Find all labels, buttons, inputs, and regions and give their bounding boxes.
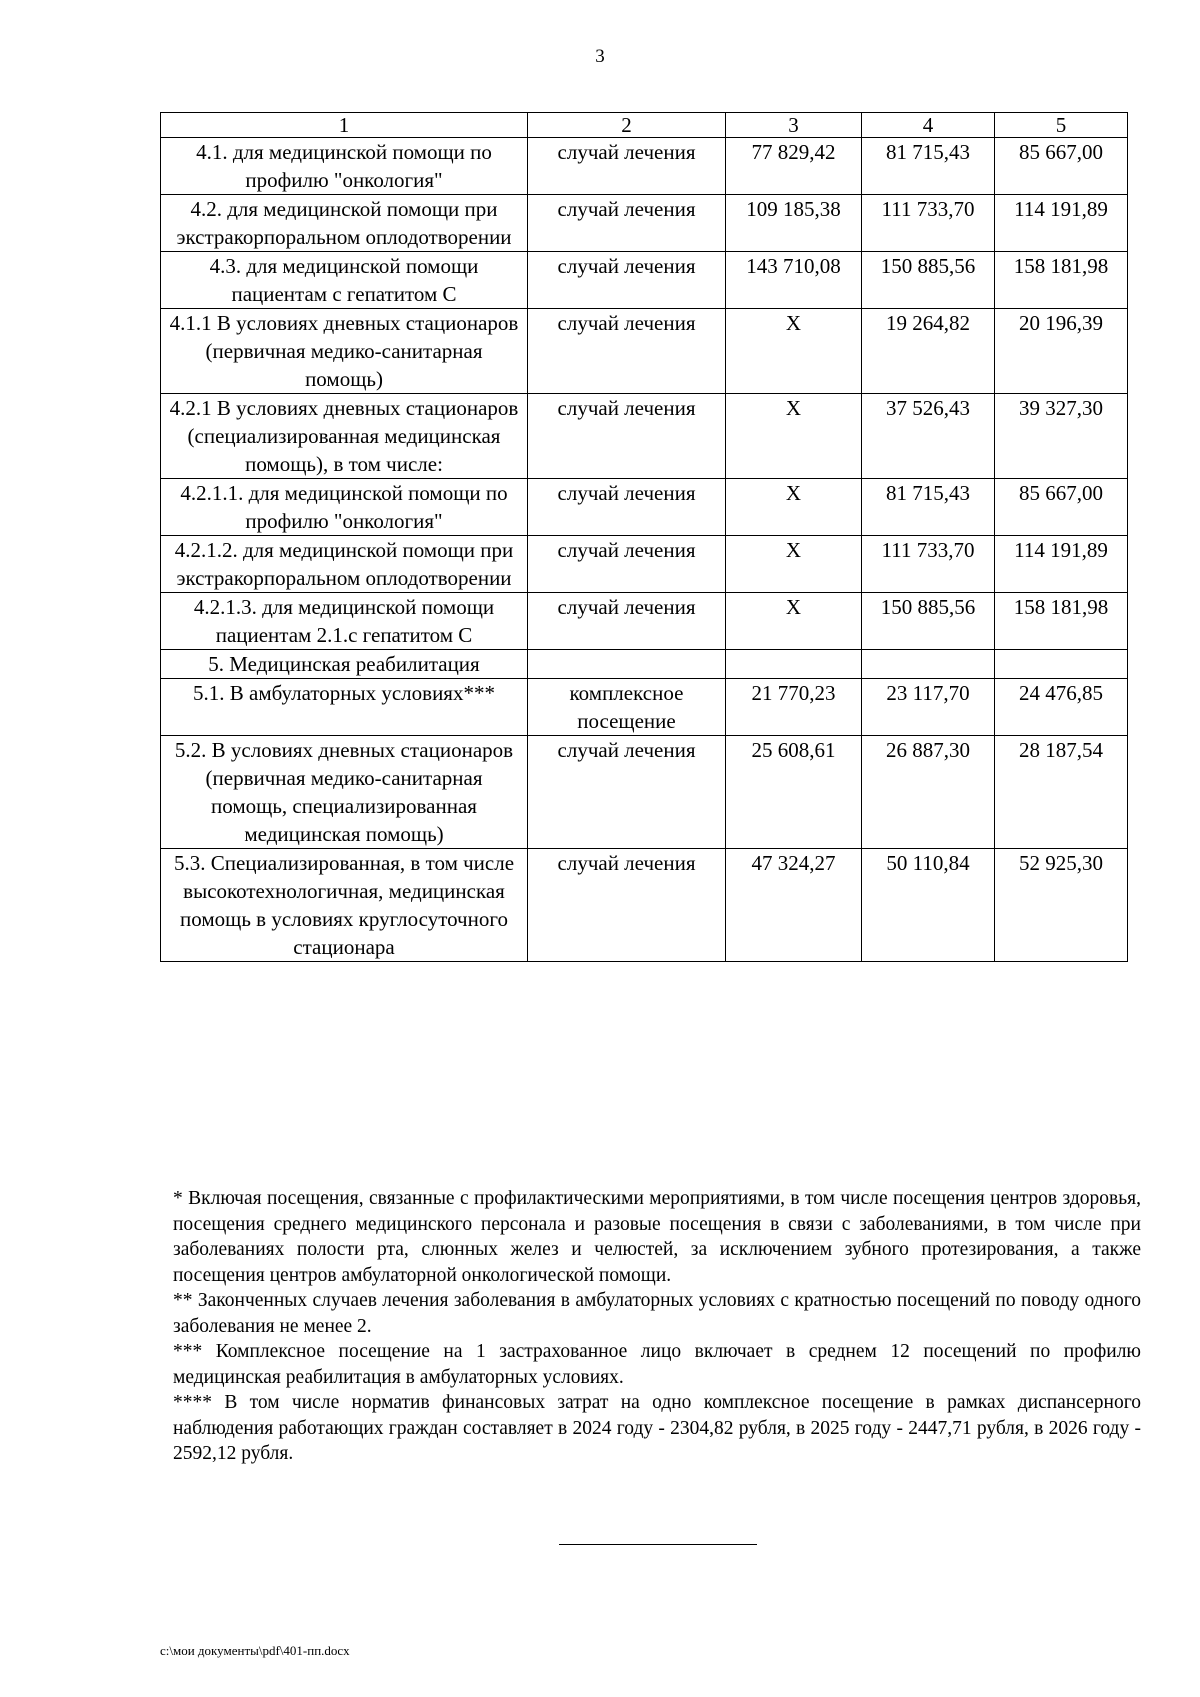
- value-cell: Х: [726, 536, 862, 593]
- value-cell: 37 526,43: [862, 394, 995, 479]
- value-cell: 52 925,30: [995, 849, 1128, 962]
- value-cell: [995, 650, 1128, 679]
- unit-cell: случай лечения: [528, 138, 726, 195]
- table-row: [161, 736, 1128, 849]
- value-cell: Х: [726, 309, 862, 394]
- unit-cell: случай лечения: [528, 849, 726, 962]
- end-divider: [559, 1544, 757, 1545]
- table-row: [161, 650, 1128, 679]
- value-cell: 109 185,38: [726, 195, 862, 252]
- value-cell: 150 885,56: [862, 252, 995, 309]
- value-cell: 81 715,43: [862, 138, 995, 195]
- care-type-cell: 5.3. Специализированная, в том числе высокотехнологичная, медицинская помощь в условиях круглосуточного стационара: [161, 849, 528, 962]
- footnote: *** Комплексное посещение на 1 застрахованное лицо включает в среднем 12 посещений по профилю медицинская реабилитация в амбулаторных условиях.: [173, 1341, 1141, 1388]
- value-cell: 114 191,89: [995, 195, 1128, 252]
- value-cell: 150 885,56: [862, 593, 995, 650]
- care-type-cell: 4.1.1 В условиях дневных стационаров (первичная медико-санитарная помощь): [161, 309, 528, 394]
- value-cell: 20 196,39: [995, 309, 1128, 394]
- unit-cell: случай лечения: [528, 736, 726, 849]
- value-cell: 81 715,43: [862, 479, 995, 536]
- page-number: 3: [595, 46, 605, 67]
- table-row: [161, 195, 1128, 252]
- unit-cell: случай лечения: [528, 479, 726, 536]
- care-type-cell: 5.2. В условиях дневных стационаров (первичная медико-санитарная помощь, специализированная медицинская помощь): [161, 736, 528, 849]
- column-header: 1: [161, 113, 528, 138]
- value-cell: 111 733,70: [862, 195, 995, 252]
- unit-cell: случай лечения: [528, 394, 726, 479]
- value-cell: Х: [726, 479, 862, 536]
- value-cell: Х: [726, 394, 862, 479]
- footnotes: [173, 1186, 1141, 1467]
- value-cell: 23 117,70: [862, 679, 995, 736]
- value-cell: 85 667,00: [995, 138, 1128, 195]
- unit-cell: случай лечения: [528, 252, 726, 309]
- value-cell: [726, 650, 862, 679]
- value-cell: 158 181,98: [995, 593, 1128, 650]
- unit-cell: случай лечения: [528, 593, 726, 650]
- unit-cell: комплексное посещение: [528, 679, 726, 736]
- table-row: [161, 479, 1128, 536]
- table-row: [161, 593, 1128, 650]
- care-type-cell: 4.2.1.1. для медицинской помощи по профилю "онкология": [161, 479, 528, 536]
- care-type-cell: 4.3. для медицинской помощи пациентам с гепатитом С: [161, 252, 528, 309]
- care-type-cell: 4.1. для медицинской помощи по профилю "онкология": [161, 138, 528, 195]
- footnote: ** Законченных случаев лечения заболевания в амбулаторных условиях с кратностью посещений по поводу одного заболевания не менее 2.: [173, 1290, 1141, 1337]
- column-header: 4: [862, 113, 995, 138]
- table-row: [161, 849, 1128, 962]
- column-header: 3: [726, 113, 862, 138]
- table-row: [161, 252, 1128, 309]
- footnote: **** В том числе норматив финансовых затрат на одно комплексное посещение в рамках диспансерного наблюдения работающих граждан составляет в 2024 году - 2304,82 рубля, в 2025 году - 2447,71 рубля, в 2026 году - 2592,12 рубля.: [173, 1392, 1141, 1464]
- value-cell: 77 829,42: [726, 138, 862, 195]
- value-cell: 111 733,70: [862, 536, 995, 593]
- value-cell: 47 324,27: [726, 849, 862, 962]
- value-cell: 26 887,30: [862, 736, 995, 849]
- file-path: c:\мои документы\pdf\401-пп.docx: [160, 1643, 350, 1658]
- value-cell: 158 181,98: [995, 252, 1128, 309]
- care-type-cell: 4.2.1.2. для медицинской помощи при экстракорпоральном оплодотворении: [161, 536, 528, 593]
- care-type-cell: 4.2.1 В условиях дневных стационаров (специализированная медицинская помощь), в том числе:: [161, 394, 528, 479]
- value-cell: 28 187,54: [995, 736, 1128, 849]
- care-type-cell: 5.1. В амбулаторных условиях***: [161, 679, 528, 736]
- care-type-cell: 4.2.1.3. для медицинской помощи пациентам 2.1.с гепатитом С: [161, 593, 528, 650]
- value-cell: 114 191,89: [995, 536, 1128, 593]
- value-cell: Х: [726, 593, 862, 650]
- unit-cell: [528, 650, 726, 679]
- table-row: [161, 138, 1128, 195]
- value-cell: 143 710,08: [726, 252, 862, 309]
- unit-cell: случай лечения: [528, 309, 726, 394]
- care-type-cell: 4.2. для медицинской помощи при экстракорпоральном оплодотворении: [161, 195, 528, 252]
- table-row: [161, 394, 1128, 479]
- value-cell: [862, 650, 995, 679]
- table-row: [161, 536, 1128, 593]
- value-cell: 39 327,30: [995, 394, 1128, 479]
- value-cell: 85 667,00: [995, 479, 1128, 536]
- column-header: 5: [995, 113, 1128, 138]
- value-cell: 50 110,84: [862, 849, 995, 962]
- value-cell: 25 608,61: [726, 736, 862, 849]
- value-cell: 21 770,23: [726, 679, 862, 736]
- column-header: 2: [528, 113, 726, 138]
- unit-cell: случай лечения: [528, 195, 726, 252]
- unit-cell: случай лечения: [528, 536, 726, 593]
- care-type-cell: 5. Медицинская реабилитация: [161, 650, 528, 679]
- cost-standards-table: [160, 112, 1128, 962]
- table-row: [161, 679, 1128, 736]
- footnote: * Включая посещения, связанные с профилактическими мероприятиями, в том числе посещения центров здоровья, посещения среднего медицинского персонала и разовые посещения в связи с заболеваниями, в том числе при заболеваниях полости рта, слюнных желез и челюстей, за исключением зубного протезирования, а также посещения центров амбулаторной онкологической помощи.: [173, 1188, 1141, 1286]
- value-cell: 19 264,82: [862, 309, 995, 394]
- table-row: [161, 309, 1128, 394]
- value-cell: 24 476,85: [995, 679, 1128, 736]
- table-header-row: [161, 113, 1128, 138]
